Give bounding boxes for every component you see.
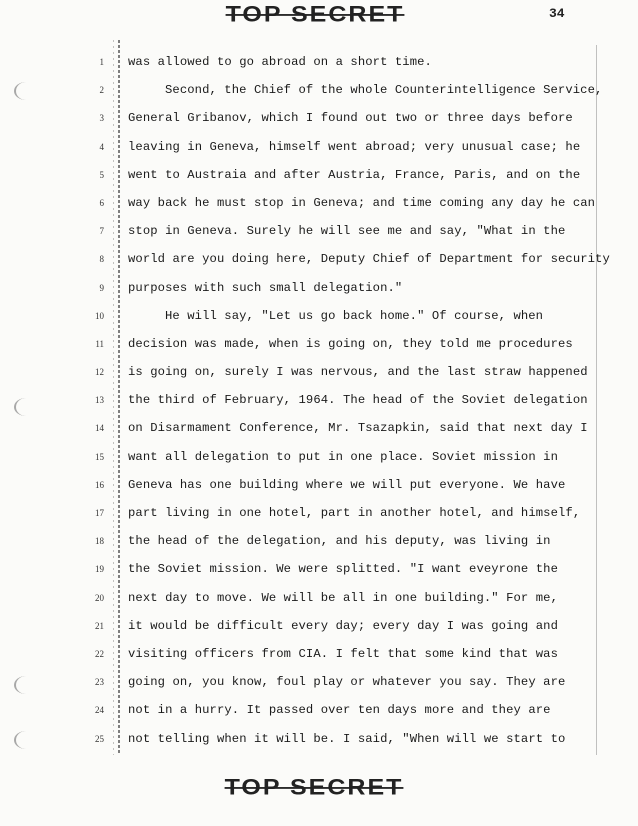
line-number: 14 xyxy=(95,423,104,434)
transcript-body xyxy=(128,52,618,757)
left-margin-rule-faint xyxy=(113,40,114,755)
punch-hole-mark xyxy=(14,676,38,694)
line-number: 23 xyxy=(95,677,104,688)
line-number: 10 xyxy=(95,310,104,321)
text-line: the Soviet mission. We were splitted. "I want eveyrone the xyxy=(128,562,558,577)
line-number: 7 xyxy=(99,226,104,237)
line-number: 15 xyxy=(95,451,104,462)
line-number: 1 xyxy=(99,57,104,67)
text-line: went to Austraia and after Austria, France, Paris, and on the xyxy=(128,167,581,182)
text-line: way back he must stop in Geneva; and time coming any day he can xyxy=(128,195,596,210)
text-line: it would be difficult every day; every day I was going and xyxy=(128,618,558,633)
line-number: 17 xyxy=(95,508,104,518)
text-line: decision was made, when is going on, they told me procedures xyxy=(128,336,573,351)
text-line: part living in one hotel, part in another hotel, and himself, xyxy=(128,506,581,520)
left-margin-rule xyxy=(118,40,120,755)
line-number: 3 xyxy=(99,113,104,124)
top-secret-stamp-footer: TOP SECRET xyxy=(224,774,404,800)
top-secret-stamp-header: TOP SECRET xyxy=(225,1,405,27)
line-number: 21 xyxy=(95,620,104,631)
line-number-column xyxy=(86,52,104,757)
text-line: going on, you know, foul play or whatever you say. They are xyxy=(128,675,566,690)
line-number: 20 xyxy=(95,592,104,603)
punch-hole-mark xyxy=(14,398,38,416)
text-line: Second, the Chief of the whole Counterintelligence Service, xyxy=(165,83,603,98)
page-number: 34 xyxy=(549,6,565,21)
line-number: 22 xyxy=(95,648,104,659)
line-number: 25 xyxy=(95,733,104,744)
text-line: world are you doing here, Deputy Chief of Department for security xyxy=(128,252,610,267)
line-number: 5 xyxy=(99,169,104,180)
text-line: visiting officers from CIA. I felt that some kind that was xyxy=(128,646,558,661)
text-line: not telling when it will be. I said, "When will we start to xyxy=(128,731,566,746)
text-line: stop in Geneva. Surely he will see me and say, "What in the xyxy=(128,224,566,239)
text-line: is going on, surely I was nervous, and the last straw happened xyxy=(128,365,588,380)
text-line: next day to move. We will be all in one building." For me, xyxy=(128,590,558,605)
text-line: the head of the delegation, and his deputy, was living in xyxy=(128,534,551,549)
line-number: 2 xyxy=(99,85,104,96)
punch-hole-mark xyxy=(14,731,38,749)
line-number: 13 xyxy=(95,395,104,406)
line-number: 19 xyxy=(95,564,104,575)
text-line: want all delegation to put in one place. Soviet mission in xyxy=(128,449,558,464)
text-line: leaving in Geneva, himself went abroad; very unusual case; he xyxy=(128,139,581,154)
text-line: Geneva has one building where we will put everyone. We have xyxy=(128,477,566,492)
text-line: General Gribanov, which I found out two or three days before xyxy=(128,111,573,126)
line-number: 9 xyxy=(99,282,104,293)
line-number: 18 xyxy=(95,536,104,547)
text-line: He will say, "Let us go back home." Of course, when xyxy=(165,308,544,323)
line-number: 11 xyxy=(95,338,104,349)
text-line: on Disarmament Conference, Mr. Tsazapkin, said that next day I xyxy=(128,421,588,436)
line-number: 12 xyxy=(95,367,104,378)
line-number: 16 xyxy=(95,479,104,490)
punch-hole-mark xyxy=(14,82,38,100)
text-line: not in a hurry. It passed over ten days more and they are xyxy=(128,703,551,718)
line-number: 24 xyxy=(95,705,104,716)
text-line: was allowed to go abroad on a short time. xyxy=(128,55,432,69)
line-number: 8 xyxy=(99,254,104,265)
line-number: 4 xyxy=(99,141,104,152)
line-number: 6 xyxy=(99,197,104,208)
text-line: purposes with such small delegation." xyxy=(128,280,403,295)
text-line: the third of February, 1964. The head of the Soviet delegation xyxy=(128,393,588,408)
